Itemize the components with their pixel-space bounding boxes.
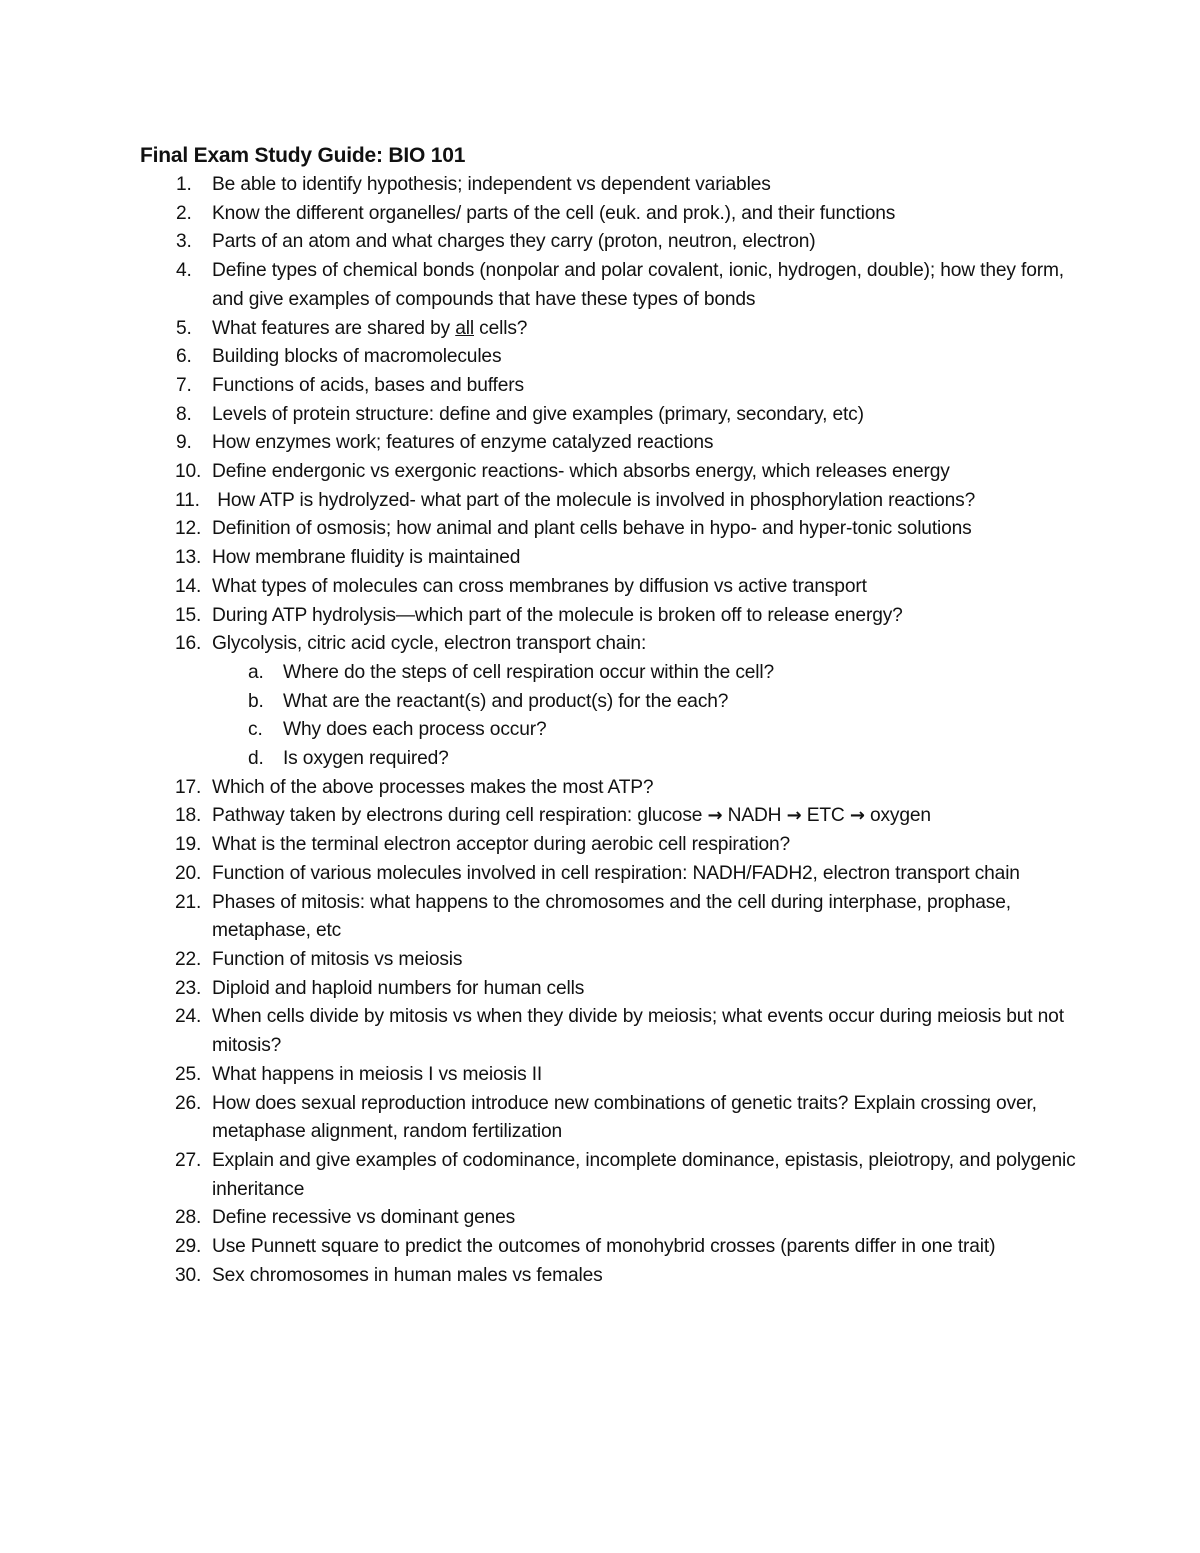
- item-text: Which of the above processes makes the most ATP?: [212, 776, 654, 798]
- sub-item-text: Where do the steps of cell respiration occur within the cell?: [283, 661, 775, 683]
- item-number: 29.: [175, 1236, 202, 1258]
- right-arrow-icon: →: [786, 805, 802, 827]
- item-number: 11.: [175, 489, 200, 511]
- item-number: 15.: [175, 604, 202, 626]
- item-text: Function of various molecules involved in cell respiration: NADH/FADH2, electron transport chain: [212, 862, 1020, 884]
- list-item: [0, 315, 1200, 344]
- sub-item-text: Is oxygen required?: [283, 748, 449, 770]
- item-number: 10.: [175, 461, 202, 483]
- item-text-before: What features are shared by: [212, 317, 456, 339]
- item-number: 26.: [175, 1092, 202, 1114]
- item-number: 3.: [176, 231, 192, 253]
- item-text: What happens in meiosis I vs meiosis II: [212, 1063, 543, 1085]
- item-text: What types of molecules can cross membranes by diffusion vs active transport: [212, 575, 867, 597]
- item-number: 30.: [175, 1264, 202, 1286]
- list-item: [0, 429, 1200, 458]
- list-item: [0, 515, 1200, 544]
- item-text: Building blocks of macromolecules: [212, 346, 502, 368]
- item-text: When cells divide by mitosis vs when they divide by meiosis; what events occur during meiosis but not mitosis?: [212, 1006, 1064, 1057]
- pathway-step: ETC: [806, 805, 845, 827]
- item-text: During ATP hydrolysis—which part of the molecule is broken off to release energy?: [212, 604, 903, 626]
- item-text: What is the terminal electron acceptor during aerobic cell respiration?: [212, 834, 791, 856]
- list-item: [0, 401, 1200, 430]
- item-number: 20.: [175, 862, 202, 884]
- item-number: 18.: [175, 805, 202, 827]
- list-item: [0, 544, 1200, 573]
- sub-item-letter: d.: [248, 748, 264, 770]
- sub-item-letter: a.: [248, 661, 264, 683]
- item-text: Be able to identify hypothesis; independent vs dependent variables: [212, 174, 771, 195]
- item-number: 13.: [175, 547, 202, 569]
- item-text: Define types of chemical bonds (nonpolar and polar covalent, ionic, hydrogen, double); how they form, and give examples of compounds that have these types of bonds: [212, 260, 1064, 310]
- study-guide-list: [0, 171, 1200, 1290]
- sub-list-item: [212, 716, 1080, 745]
- pathway-step: oxygen: [869, 805, 931, 827]
- item-text: Define recessive vs dominant genes: [212, 1207, 516, 1229]
- item-text: Definition of osmosis; how animal and plant cells behave in hypo- and hyper-tonic solutions: [212, 518, 972, 540]
- item-text: Explain and give examples of codominance, incomplete dominance, epistasis, pleiotropy, and polygenic inheritance: [212, 1149, 1076, 1200]
- list-item: [0, 630, 1200, 774]
- list-item: [0, 487, 1200, 516]
- item-number: 24.: [175, 1006, 202, 1028]
- list-item: [0, 343, 1200, 372]
- list-item: [0, 802, 1200, 831]
- item-number: 17.: [175, 776, 202, 798]
- item-text: Phases of mitosis: what happens to the chromosomes and the cell during interphase, prophase, metaphase, etc: [212, 891, 1011, 942]
- item-text: Define endergonic vs exergonic reactions- which absorbs energy, which releases energy: [212, 461, 950, 483]
- sub-item-text: Why does each process occur?: [283, 719, 547, 741]
- list-item: [0, 889, 1200, 946]
- item-number: 14.: [175, 575, 202, 597]
- item-number: 27.: [175, 1149, 202, 1171]
- sub-list-item: [212, 688, 1080, 717]
- list-item: [0, 1262, 1200, 1291]
- item-number: 23.: [175, 977, 202, 999]
- sub-item-letter: b.: [248, 690, 264, 712]
- item-number: 1.: [176, 174, 192, 195]
- item-number: 5.: [176, 317, 192, 339]
- document-title: Final Exam Study Guide: BIO 101: [140, 144, 466, 167]
- list-item: [0, 1003, 1200, 1060]
- item-number: 7.: [176, 374, 192, 396]
- item-number: 9.: [176, 432, 192, 454]
- list-item: [0, 228, 1200, 257]
- item-text: How ATP is hydrolyzed- what part of the molecule is involved in phosphorylation reactions?: [212, 489, 976, 511]
- sub-item-text: What are the reactant(s) and product(s) for the each?: [283, 690, 729, 712]
- item-text: How membrane fluidity is maintained: [212, 547, 521, 569]
- right-arrow-icon: →: [849, 805, 865, 827]
- pathway-step: NADH: [727, 805, 782, 827]
- item-text: Sex chromosomes in human males vs females: [212, 1264, 603, 1286]
- item-number: 6.: [176, 346, 192, 368]
- sub-list-item: [212, 659, 1080, 688]
- item-number: 2.: [176, 202, 192, 224]
- list-item: [0, 860, 1200, 889]
- item-number: 28.: [175, 1207, 202, 1229]
- item-number: 21.: [175, 891, 202, 913]
- item-text: How does sexual reproduction introduce new combinations of genetic traits? Explain crossing over, metaphase alignment, random fertilization: [212, 1092, 1037, 1143]
- item-text: Know the different organelles/ parts of the cell (euk. and prok.), and their functions: [212, 202, 896, 224]
- list-item: [0, 171, 1200, 200]
- right-arrow-icon: →: [707, 805, 723, 827]
- item-text: How enzymes work; features of enzyme catalyzed reactions: [212, 432, 714, 454]
- list-item: [0, 1061, 1200, 1090]
- list-item: [0, 1147, 1200, 1204]
- item-text: Diploid and haploid numbers for human cells: [212, 977, 585, 999]
- list-item: [0, 975, 1200, 1004]
- item-text-after: cells?: [473, 317, 528, 339]
- sub-list-item: [212, 745, 1080, 774]
- underlined-word: all: [455, 317, 474, 339]
- list-item: [0, 1204, 1200, 1233]
- item-number: 12.: [175, 518, 202, 540]
- list-item: [0, 1233, 1200, 1262]
- item-number: 22.: [175, 948, 202, 970]
- list-item: [0, 946, 1200, 975]
- list-item: [0, 774, 1200, 803]
- list-item: [0, 831, 1200, 860]
- list-item: [0, 200, 1200, 229]
- item-text: Function of mitosis vs meiosis: [212, 948, 463, 970]
- list-item: [0, 573, 1200, 602]
- item-number: 19.: [175, 834, 202, 856]
- item-text: Use Punnett square to predict the outcomes of monohybrid crosses (parents differ in one trait): [212, 1236, 996, 1258]
- item-text: Functions of acids, bases and buffers: [212, 374, 524, 396]
- item-text: Levels of protein structure: define and give examples (primary, secondary, etc): [212, 403, 864, 425]
- sub-list: [212, 659, 1080, 774]
- list-item: [0, 1090, 1200, 1147]
- item-number: 16.: [175, 633, 202, 655]
- item-number: 4.: [176, 260, 192, 282]
- list-item: [0, 257, 1200, 314]
- sub-item-letter: c.: [248, 719, 263, 741]
- list-item: [0, 458, 1200, 487]
- list-item: [0, 602, 1200, 631]
- item-number: 25.: [175, 1063, 202, 1085]
- pathway-label: Pathway taken by electrons during cell respiration: glucose: [212, 805, 703, 827]
- item-text: Parts of an atom and what charges they carry (proton, neutron, electron): [212, 231, 816, 253]
- list-item: [0, 372, 1200, 401]
- item-number: 8.: [176, 403, 192, 425]
- item-text: Glycolysis, citric acid cycle, electron transport chain:: [212, 633, 647, 655]
